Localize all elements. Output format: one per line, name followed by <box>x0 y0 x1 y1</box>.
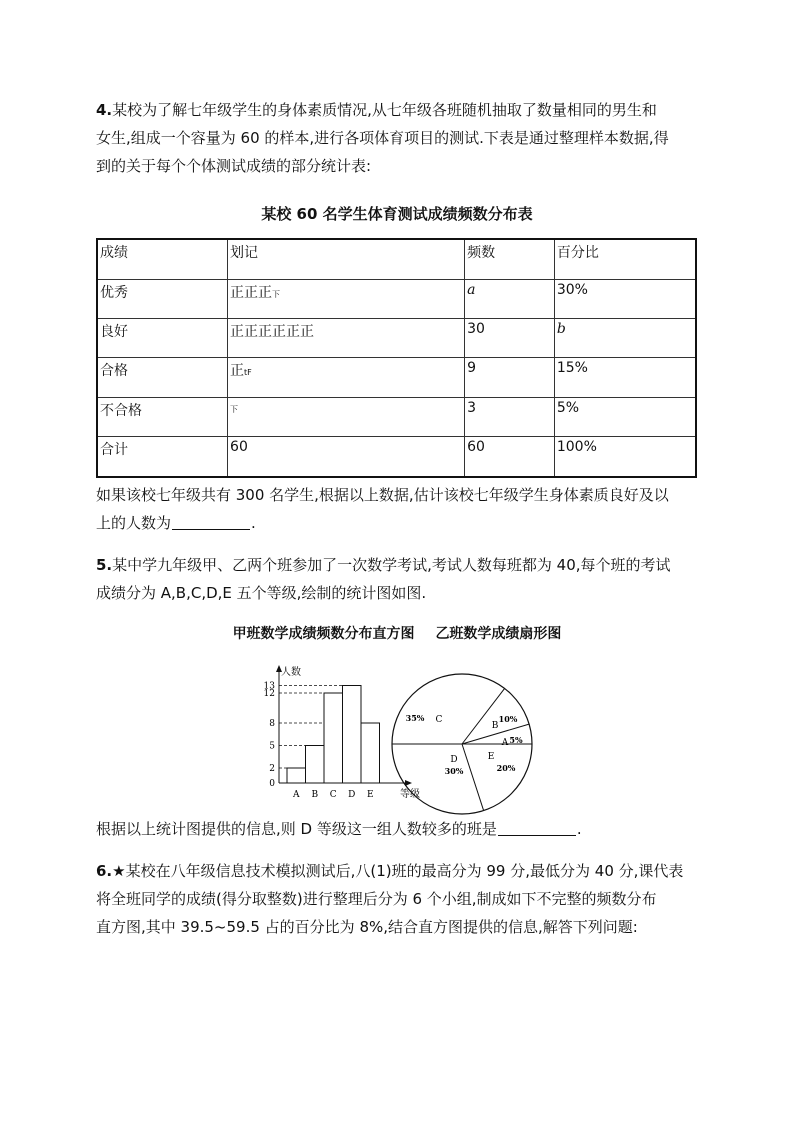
y-tick-label: 5 <box>269 741 275 752</box>
table-cell: 30 <box>465 318 555 357</box>
pie-slice-label: C <box>435 715 443 725</box>
q4-paragraph <box>96 96 696 180</box>
table-cell: a <box>465 279 555 318</box>
table-cell <box>228 437 465 477</box>
tally-mark: 60 <box>230 439 248 456</box>
x-tick-label: B <box>311 790 319 800</box>
table-header-cell: 百分比 <box>554 239 696 279</box>
histogram-bar <box>306 746 325 784</box>
q4-number: 4. <box>96 101 113 119</box>
q6-line-3: 直方图,其中 39.5~59.5 占的百分比为 8%,结合直方图提供的信息,解答下列问题: <box>96 918 638 936</box>
pie-slice-label: D <box>450 755 458 765</box>
table-cell: 15% <box>554 358 696 397</box>
histogram-title: 甲班数学成绩频数分布直方图 <box>232 626 415 642</box>
y-tick-label: 0 <box>269 779 275 789</box>
x-axis-label: 等级 <box>400 789 420 800</box>
table-cell <box>228 279 465 318</box>
histogram-bar <box>361 723 380 783</box>
table-cell: 合计 <box>97 437 228 477</box>
q4-question-text: 上的人数为 <box>96 514 172 532</box>
table-row <box>97 437 696 477</box>
y-axis-label: 人数 <box>281 667 301 678</box>
q5-paragraph <box>96 551 696 607</box>
q4-question-line-2 <box>96 509 696 537</box>
q5-question-text: 根据以上统计图提供的信息,则 D 等级这一组人数较多的班是 <box>96 820 497 838</box>
pie-slice-label: A <box>501 738 509 748</box>
pie-slice-percent: 30% <box>444 766 464 776</box>
pie-slice-percent: 20% <box>496 763 516 773</box>
table-header-cell: 划记 <box>228 239 465 279</box>
histogram-bar <box>324 693 343 783</box>
y-tick-label: 8 <box>269 719 275 729</box>
x-tick-label: E <box>366 790 374 800</box>
charts-figure <box>0 650 794 830</box>
table-row <box>97 397 696 436</box>
table-cell: 100% <box>554 437 696 477</box>
table-cell: 30% <box>554 279 696 318</box>
tally-mark: 正正正 <box>230 284 273 301</box>
frequency-table <box>96 238 697 478</box>
table-header-row <box>97 239 696 279</box>
table-row <box>97 358 696 397</box>
table-cell: 60 <box>465 437 555 477</box>
q5-number: 5. <box>96 556 113 574</box>
q5-text-1: 某中学九年级甲、乙两个班参加了一次数学考试,考试人数每班都为 40,每个班的考试 <box>112 556 671 574</box>
x-tick-label: D <box>348 790 356 800</box>
answer-blank[interactable] <box>498 819 576 836</box>
tally-mark-small: 下 <box>272 289 281 299</box>
x-tick-label: C <box>329 790 337 800</box>
table-cell <box>228 358 465 397</box>
star-icon: ★ <box>112 862 126 880</box>
q5-line-2: 成绩分为 A,B,C,D,E 五个等级,绘制的统计图如图. <box>96 584 427 602</box>
table-header-cell: 频数 <box>465 239 555 279</box>
q6-line-2: 将全班同学的成绩(得分取整数)进行整理后分为 6 个小组,制成如下不完整的频数分布 <box>96 890 657 908</box>
q4-question-end: . <box>251 514 256 532</box>
pie-slice-percent: 5% <box>509 735 523 745</box>
histogram-bar <box>343 686 362 784</box>
q6-line-1 <box>96 857 696 885</box>
table-cell: 优秀 <box>97 279 228 318</box>
tally-mark: 正 <box>230 363 245 380</box>
pie-slice-percent: 10% <box>498 714 518 724</box>
pie-slice-boundary <box>462 744 484 811</box>
q4-line-2: 女生,组成一个容量为 60 的样本,进行各项体育项目的测试.下表是通过整理样本数据,得 <box>96 129 669 147</box>
table-cell: 5% <box>554 397 696 436</box>
table-cell: 良好 <box>97 318 228 357</box>
tally-mark-small: tF <box>244 368 252 378</box>
q6-paragraph <box>96 857 696 941</box>
q5-question-end: . <box>576 820 582 838</box>
table-row <box>97 318 696 357</box>
y-tick-label: 13 <box>263 681 275 692</box>
table-cell: 合格 <box>97 358 228 397</box>
q4-text-1: 某校为了解七年级学生的身体素质情况,从七年级各班随机抽取了数量相同的男生和 <box>112 101 657 119</box>
q4-question <box>96 481 696 537</box>
q4-line-3: 到的关于每个个体测试成绩的部分统计表: <box>96 157 372 175</box>
table-cell: 不合格 <box>97 397 228 436</box>
table-cell: 9 <box>465 358 555 397</box>
table-cell <box>228 318 465 357</box>
pie-slice-label: B <box>491 721 499 731</box>
q5-question-line <box>96 815 696 843</box>
histogram-bar <box>287 768 306 783</box>
table-cell: b <box>554 318 696 357</box>
table-header-cell: 成绩 <box>97 239 228 279</box>
q6-text-1: 某校在八年级信息技术模拟测试后,八(1)班的最高分为 99 分,最低分为 40 分,课代表 <box>125 862 684 880</box>
table-row <box>97 279 696 318</box>
q4-question-line-1: 如果该校七年级共有 300 名学生,根据以上数据,估计该校七年级学生身体素质良好及以 <box>96 486 669 504</box>
histogram <box>264 665 420 800</box>
pie-slice-label: E <box>487 752 495 762</box>
q4-line-1 <box>96 96 696 124</box>
y-tick-label: 12 <box>263 689 275 699</box>
chart-titles <box>0 623 794 643</box>
q5-line-1 <box>96 551 696 579</box>
answer-blank[interactable] <box>172 513 250 530</box>
table-cell: 3 <box>465 397 555 436</box>
tally-mark-small: 下 <box>230 404 239 414</box>
q6-number: 6. <box>96 862 113 880</box>
pie-slice-percent: 35% <box>405 713 425 723</box>
x-tick-label: A <box>293 790 300 800</box>
y-tick-label: 2 <box>269 764 275 774</box>
pie-title: 乙班数学成绩扇形图 <box>435 626 562 642</box>
q4-table-title: 某校 60 名学生体育测试成绩频数分布表 <box>261 205 533 223</box>
tally-mark: 正正正正正正 <box>230 323 315 340</box>
table-cell <box>228 397 465 436</box>
q5-question <box>96 815 696 843</box>
